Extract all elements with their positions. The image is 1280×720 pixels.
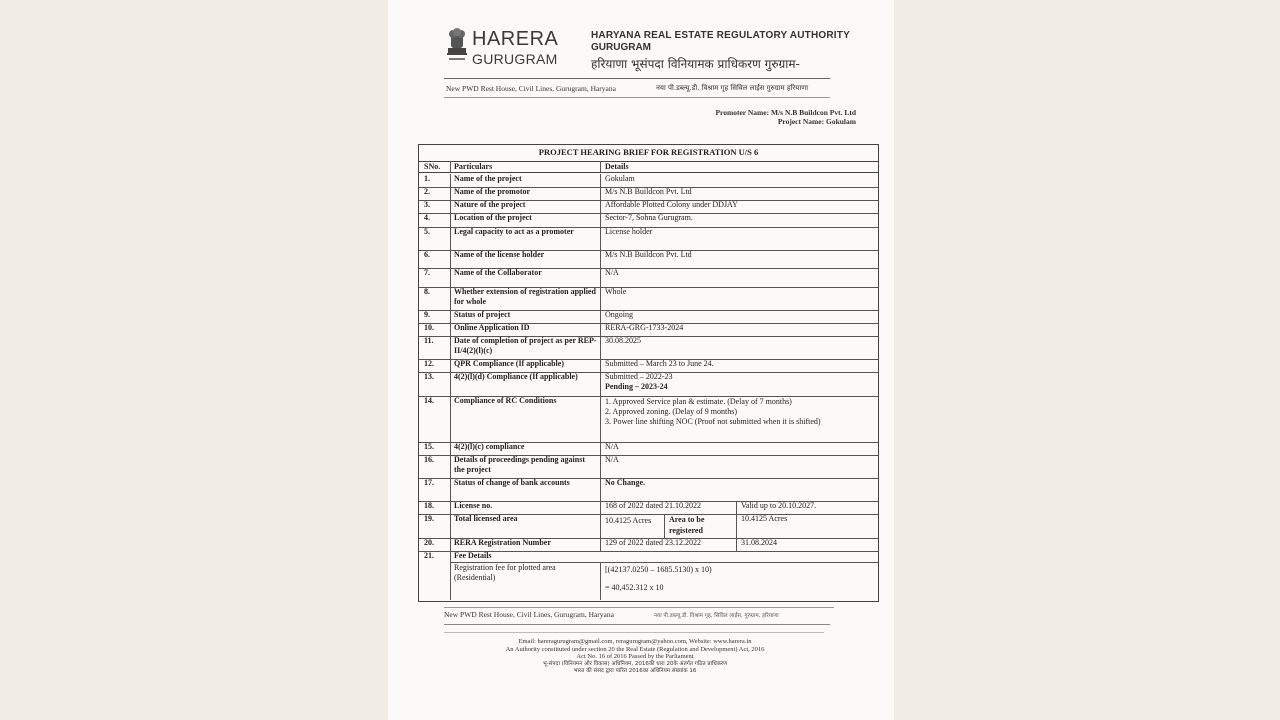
footer-act-hi: भारत की संसद द्वारा पारित 2016का अधिनियम संख्यांक 16 [573, 668, 697, 674]
footer-authority-line: An Authority constituted under section 20 the Real Estate (Regulation and Development) Act, 2016 [505, 645, 765, 653]
table-row [419, 359, 878, 373]
row-particular: Fee Details [451, 551, 878, 563]
table-row [419, 455, 878, 479]
rc-condition-item: 2. Approved zoning. (Delay of 9 months) [605, 407, 737, 416]
row-detail [601, 396, 878, 442]
table-row [419, 478, 878, 502]
row-particular: Name of the project [451, 174, 601, 187]
header-rule [444, 78, 830, 79]
row-sno: 2. [419, 187, 451, 200]
row-sno: 9. [419, 310, 451, 323]
row-particular: RERA Registration Number [451, 538, 601, 551]
row-particular: QPR Compliance (If applicable) [451, 359, 601, 372]
table-row [419, 310, 878, 324]
fee-formula: [(42137.0250 – 1685.5130) x 10) [605, 565, 712, 574]
row-detail [601, 538, 878, 551]
rera-registration-validity: 31.08.2024 [741, 538, 777, 547]
table-row [419, 268, 878, 288]
row-detail: 30.08.2025 [605, 336, 641, 345]
row-sno: 12. [419, 359, 451, 372]
row-sno: 14. [419, 396, 451, 442]
footer-top-rule [444, 607, 834, 608]
row-sno: 8. [419, 287, 451, 310]
row-particular: Details of proceedings pending against the project [451, 455, 601, 478]
row-sno: 5. [419, 227, 451, 250]
row-particular: Legal capacity to act as a promoter [451, 227, 601, 250]
row-detail: Submitted – March 23 to June 24. [605, 359, 714, 368]
promoter-name: Promoter Name: M/s N.B Buildcon Pvt. Ltd [715, 108, 856, 117]
row-detail-line: Submitted – 2022-23 [605, 372, 673, 381]
row-sno: 17. [419, 478, 451, 501]
row-detail [601, 372, 878, 396]
header-address-en: New PWD Rest House, Civil Lines, Gurugram, Haryana [446, 84, 616, 93]
row-sno: 19. [419, 514, 451, 538]
row-detail [601, 501, 878, 514]
row-detail: N/A [605, 268, 619, 277]
table-row [419, 396, 878, 443]
row-detail: M/s N.B Buildcon Pvt. Ltd [605, 250, 692, 259]
table-row [419, 323, 878, 337]
row-sno: 7. [419, 268, 451, 287]
row-particular: Whether extension of registration applied for whole [451, 287, 601, 310]
area-to-register-label: Area to be registered [665, 514, 737, 538]
table-row [419, 551, 878, 600]
table-row [419, 442, 878, 456]
table-row [419, 187, 878, 201]
brief-title: PROJECT HEARING BRIEF FOR REGISTRATION U/S 6 [419, 145, 878, 162]
row-detail [601, 514, 878, 538]
row-particular: License no. [451, 501, 601, 514]
row-detail: Affordable Plotted Colony under DDJAY [605, 200, 738, 209]
row-particular: 4(2)(l)(d) Compliance (If applicable) [451, 372, 601, 396]
row-particular: Nature of the project [451, 200, 601, 213]
authority-city-en: GURUGRAM [591, 42, 651, 53]
rc-condition-item: 3. Power line shifting NOC (Proof not submitted when it is shifted) [605, 417, 821, 426]
row-sno: 3. [419, 200, 451, 213]
row-detail: M/s N.B Buildcon Pvt. Ltd [605, 187, 692, 196]
table-row [419, 336, 878, 360]
row-detail: Gokulam [605, 174, 635, 183]
table-row [419, 213, 878, 228]
row-sno: 20. [419, 538, 451, 551]
footer-contact: Email: hareragurugram@gmail.com, reragurugram@yahoo.com, Website: www.harera.in [518, 638, 752, 645]
table-row [419, 501, 878, 515]
authority-name-hi: हरियाणा भूसंपदा विनियामक प्राधिकरण गुरुग्राम- [591, 57, 800, 71]
col-header-sno: SNo. [419, 161, 451, 173]
authority-name-en: HARYANA REAL ESTATE REGULATORY AUTHORITY [591, 30, 850, 41]
row-detail-line-bold: Pending – 2023-24 [605, 382, 668, 391]
fee-label: Registration fee for plotted area (Residential) [451, 563, 601, 600]
table-row [419, 227, 878, 251]
hearing-brief-table [418, 144, 879, 602]
logo-name: HARERA [472, 28, 559, 50]
footer-rule [444, 624, 830, 625]
logo-city: GURUGRAM [472, 51, 558, 67]
row-particular: Date of completion of project as per REP-II/4(2)(l)(c) [451, 336, 601, 359]
rc-condition-item: 1. Approved Service plan & estimate. (Delay of 7 months) [605, 397, 792, 406]
row-sno: 21. [419, 551, 451, 600]
footer-address-en: New PWD Rest House, Civil Lines, Gurugram, Haryana [444, 610, 614, 619]
footer-act-line: Act No. 16 of 2016 Passed by the Parliament [576, 653, 694, 660]
row-detail: RERA-GRG-1733-2024 [605, 323, 684, 332]
row-detail: Whole [605, 287, 627, 296]
row-particular: Name of the license holder [451, 250, 601, 268]
row-sno: 16. [419, 455, 451, 478]
promoter-block [600, 108, 856, 126]
row-particular: Total licensed area [451, 514, 601, 538]
row-particular: 4(2)(l)(c) compliance [451, 442, 601, 455]
row-particular: Name of the Collaborator [451, 268, 601, 287]
row-sno: 11. [419, 336, 451, 359]
footer-authority-hi: भू-संपदा (विनियमन और विकास) अधिनियम, 2016की धारा 20के अंतर्गत गठित प्राधिकरण [542, 660, 728, 667]
col-header-particulars: Particulars [451, 161, 601, 173]
licensed-area-value: 10.4125 Acres [601, 514, 665, 538]
rera-registration-number: 129 of 2022 dated 23.12.2022 [601, 538, 737, 551]
col-header-details: Details [601, 161, 878, 173]
state-emblem-icon [444, 28, 470, 66]
project-name: Project Name: Gokulam [777, 117, 856, 126]
row-sno: 10. [419, 323, 451, 336]
table-row [419, 538, 878, 552]
row-particular: Status of change of bank accounts [451, 478, 601, 501]
fee-result: = 40,452.312 x 10 [605, 583, 664, 592]
table-row [419, 372, 878, 397]
row-detail: License holder [605, 227, 653, 236]
table-row [419, 174, 878, 188]
row-particular: Status of project [451, 310, 601, 323]
row-detail: Ongoing [605, 310, 633, 319]
row-detail: No Change. [605, 478, 646, 487]
row-sno: 18. [419, 501, 451, 514]
row-particular: Online Application ID [451, 323, 601, 336]
row-sno: 15. [419, 442, 451, 455]
row-sno: 4. [419, 213, 451, 227]
row-particular: Compliance of RC Conditions [451, 396, 601, 442]
fee-calculation [601, 563, 878, 600]
row-detail: N/A [605, 442, 619, 451]
row-sno: 6. [419, 250, 451, 268]
header-address-hi: नया पी.डब्ल्यू.डी. विश्राम गृह सिविल लाईंस गुरुग्राम हरियाणा [656, 84, 809, 92]
row-sno: 13. [419, 372, 451, 396]
table-row [419, 200, 878, 214]
row-detail: N/A [605, 455, 619, 464]
table-row [419, 514, 878, 539]
license-validity: Valid up to 20.10.2027. [741, 501, 817, 510]
footer-address-hi: नया पी.डब्ल्यू.डी. विश्राम गृह, सिविल लाईंस, गुरुग्राम, हरियाणा [654, 613, 779, 619]
row-particular: Name of the promotor [451, 187, 601, 200]
footer-block [440, 638, 830, 676]
address-rule [444, 97, 830, 98]
footer-rule-2 [444, 632, 824, 633]
row-sno: 1. [419, 174, 451, 187]
row-particular: Location of the project [451, 213, 601, 227]
license-number: 168 of 2022 dated 21.10.2022 [601, 501, 737, 514]
row-detail: Sector-7, Sohna Gurugram. [605, 213, 693, 222]
area-to-register-value: 10.4125 Acres [741, 514, 788, 523]
table-row [419, 287, 878, 311]
table-row [419, 250, 878, 269]
